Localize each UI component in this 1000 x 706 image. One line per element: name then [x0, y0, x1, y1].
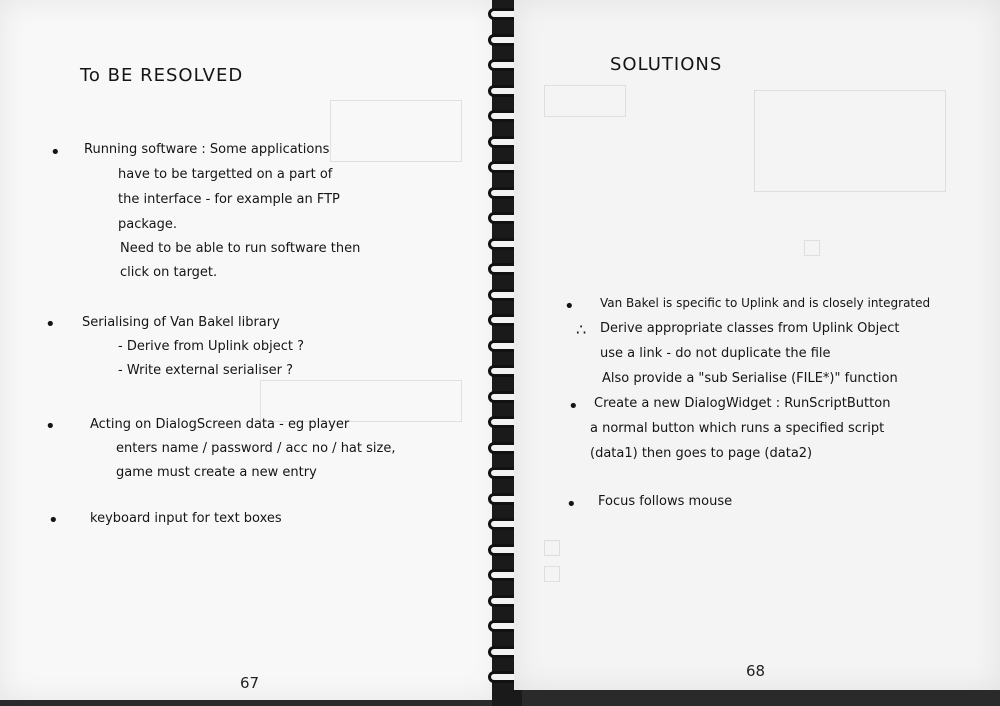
left-page [0, 0, 500, 700]
note-line: enters name / password / acc no / hat size, [116, 441, 396, 456]
note-line: game must create a new entry [116, 465, 317, 480]
page-number: 67 [240, 674, 260, 692]
ghost-box [804, 240, 820, 256]
ghost-box [544, 85, 626, 117]
bullet-dot-icon: • [568, 396, 579, 417]
note-line: package. [118, 217, 178, 232]
note-line: Running software : Some applications [84, 142, 330, 157]
note-line: the interface - for example an FTP [118, 192, 340, 207]
note-line: have to be targetted on a part of [118, 167, 333, 182]
therefore-mark: ∴ [576, 320, 587, 339]
note-line: Create a new DialogWidget : RunScriptButton [594, 396, 891, 411]
right-heading: SOLUTIONS [610, 54, 723, 75]
ghost-box [754, 90, 946, 192]
note-line: Need to be able to run software then [120, 241, 361, 256]
left-heading: To BE RESOLVED [80, 65, 244, 86]
bullet-dot-icon: • [48, 510, 59, 531]
note-line: a normal button which runs a specified script [590, 421, 885, 436]
note-line: Acting on DialogScreen data - eg player [90, 417, 350, 432]
ghost-box [544, 540, 560, 556]
note-line: keyboard input for text boxes [90, 511, 282, 526]
ghost-box [330, 100, 462, 162]
bullet-dot-icon: • [564, 296, 575, 317]
bullet-dot-icon: • [45, 314, 56, 335]
note-line: (data1) then goes to page (data2) [590, 446, 813, 461]
right-page [514, 0, 1000, 690]
page-number: 68 [746, 662, 766, 680]
note-line: Serialising of Van Bakel library [82, 315, 280, 330]
bullet-dot-icon: • [566, 494, 577, 515]
ghost-box [544, 566, 560, 582]
bullet-dot-icon: • [50, 142, 61, 163]
note-line: - Derive from Uplink object ? [118, 339, 304, 354]
bullet-dot-icon: • [45, 416, 56, 437]
ghost-box [260, 380, 462, 422]
note-line: - Write external serialiser ? [118, 363, 293, 378]
note-line: click on target. [120, 265, 218, 280]
note-line: Focus follows mouse [598, 494, 733, 509]
note-line: Also provide a "sub Serialise (FILE*)" function [602, 371, 898, 386]
note-line: Van Bakel is specific to Uplink and is closely integrated [600, 296, 931, 310]
note-line: use a link - do not duplicate the file [600, 346, 831, 361]
note-line: Derive appropriate classes from Uplink Object [600, 321, 900, 336]
